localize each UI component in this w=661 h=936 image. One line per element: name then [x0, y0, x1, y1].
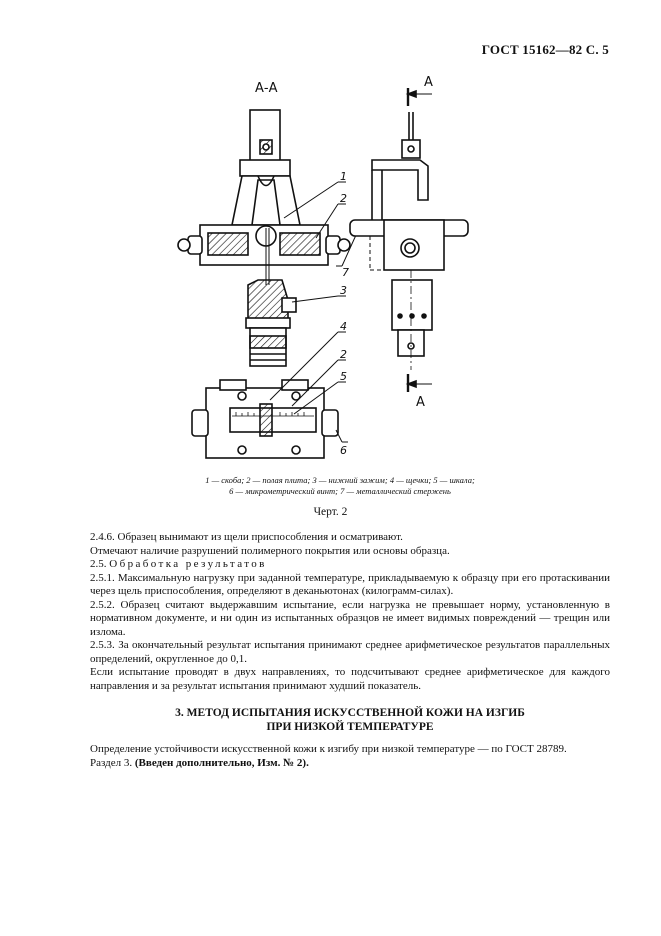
- callout-2: 2: [340, 192, 347, 205]
- para-2-5-2: 2.5.2. Образец считают выдержавшим испытание, если нагрузка не превышает норму, установленную в нормативном документе, и ни один из испытанных образцов не имеет видимых повреждений — трещин или излома.: [90, 598, 610, 638]
- callout-3: 3: [340, 284, 347, 297]
- callout-6: 6: [340, 444, 347, 457]
- para-2-5-3b: Если испытание проводят в двух направлениях, то подсчитывают среднее арифметическое для каждого направления и за результат испытания принимают худший показатель.: [90, 666, 610, 692]
- para-2-5-1: 2.5.1. Максимальную нагрузку при заданной температуре, прикладываемую к образцу при его протаскивании через щель приспособления, определяют в деканьютонах (килограмм-силах).: [90, 571, 610, 597]
- para-2-5-heading: [90, 558, 610, 572]
- section-3-title-line-1: 3. МЕТОД ИСПЫТАНИЯ ИСКУССТВЕННОЙ КОЖИ НА ИЗГИБ: [175, 707, 525, 719]
- section-3-note-bold: (Введен дополнительно, Изм. № 2).: [134, 756, 309, 769]
- figure-caption: [170, 475, 510, 497]
- caption-line-2: 6 — микрометрический винт; 7 — металлический стержень: [229, 486, 451, 496]
- callout-7: 7: [342, 266, 349, 279]
- arrow-label-top: А: [424, 75, 433, 90]
- section-3-title-line-2: ПРИ НИЗКОЙ ТЕМПЕРАТУРЕ: [266, 721, 434, 733]
- callout-5: 5: [340, 370, 347, 383]
- left-view: [178, 110, 350, 458]
- results-section: [90, 531, 610, 693]
- section-3-body: [90, 743, 610, 770]
- right-view: [350, 88, 468, 392]
- section-3-note: [90, 757, 610, 771]
- arrow-label-bottom: А: [416, 395, 425, 410]
- section-label: А-А: [255, 81, 278, 96]
- page-header: ГОСТ 15162—82 С. 5: [481, 42, 609, 57]
- section-3-note-prefix: Раздел 3.: [90, 756, 133, 769]
- para-2-4-6b: Отмечают наличие разрушений полимерного покрытия или основы образца.: [90, 544, 450, 557]
- para-2-5-title: Обработка результатов: [109, 558, 267, 570]
- section-3-text: Определение устойчивости искусственной кожи к изгибу при низкой температуре — по ГОСТ 28789.: [90, 743, 567, 755]
- technical-drawing: [170, 70, 500, 470]
- figure-label: Черт. 2: [313, 506, 348, 518]
- section-3-title: [90, 706, 610, 734]
- callout-2b: 2: [340, 348, 347, 361]
- para-2-5-3: 2.5.3. За окончательный результат испытания принимают среднее арифметическое результатов параллельных определений, округленное до 0,1.: [90, 639, 610, 665]
- drawing-svg: [170, 70, 500, 470]
- callout-4: 4: [340, 320, 347, 333]
- para-2-5-num: 2.5.: [90, 558, 107, 570]
- callout-1: 1: [340, 170, 347, 183]
- caption-line-1: 1 — скоба; 2 — полая плита; 3 — нижний зажим; 4 — щечки; 5 — шкала;: [205, 475, 475, 485]
- para-2-4-6: 2.4.6. Образец вынимают из щели приспособления и осматривают.: [90, 531, 403, 543]
